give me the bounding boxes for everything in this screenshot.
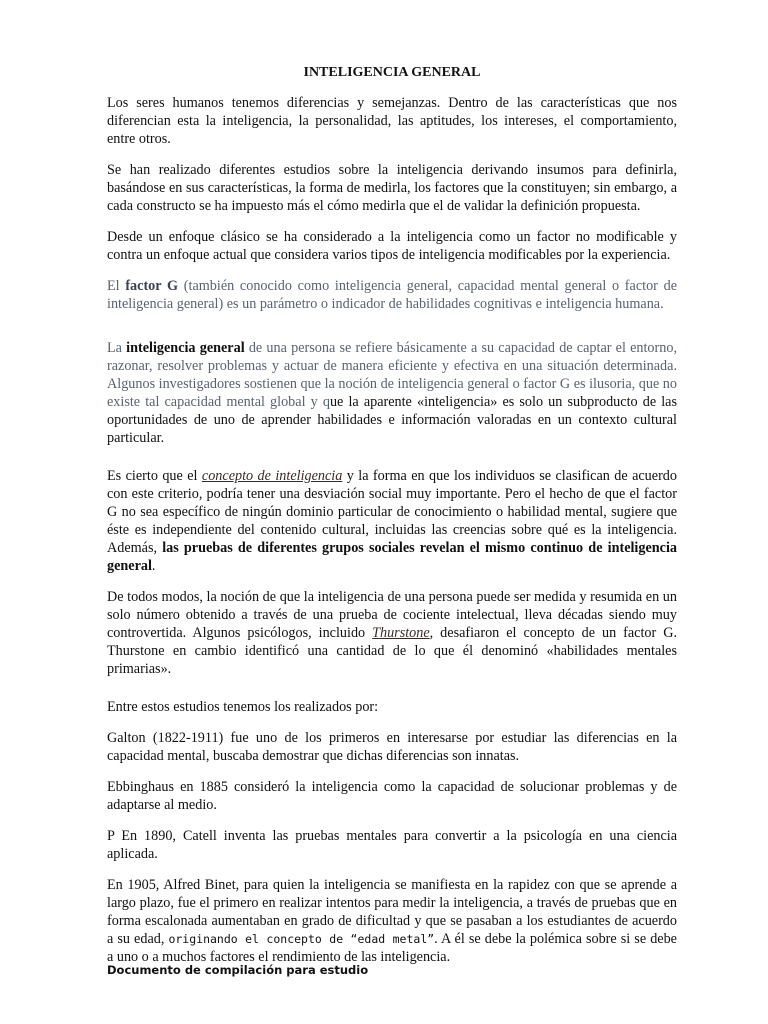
general-intelligence-term: inteligencia general xyxy=(126,340,245,356)
thurstone-pre: De todos modos, la noción de que la inteligencia de una persona puede ser medida y resumida en un solo número obtenido a través de una prueba de cociente intelectual, lleva décadas siendo muy controvertida. Algunos psicólogos, incluido xyxy=(107,589,677,641)
document-title: INTELIGENCIA GENERAL xyxy=(303,65,481,80)
paragraph-ebbinghaus: Ebbinghaus en 1885 consideró la inteligencia como la capacidad de solucionar problemas y de adaptarse al medio. xyxy=(107,779,677,813)
binet-post: . A él se debe la polémica sobre si se debe a uno o a muchos factores el rendimiento de las inteligencia. xyxy=(107,931,677,965)
thurstone-link[interactable]: Thurstone xyxy=(372,625,430,641)
paragraph-classic-approach xyxy=(107,228,677,264)
paragraph-catell: P En 1890, Catell inventa las pruebas mentales para convertir a la psicología en una ciencia aplicada. xyxy=(107,828,677,862)
paragraph-general-intelligence xyxy=(107,339,677,447)
general-intelligence-dark-text: ue la aparente «inteligencia» es solo un subproducto de las oportunidades de uno de aprender habilidades e información valoradas en un contexto cultural particular. xyxy=(107,394,677,446)
concept-pre: Es cierto que el xyxy=(107,468,202,484)
thurstone-post: , desafiaron el concepto de un factor G. Thurstone en cambio identificó una cantidad de lo que él denominó «habilidades mentales primarias». xyxy=(107,625,677,677)
paragraph-thurstone xyxy=(107,588,677,678)
concepto-inteligencia-link[interactable]: concepto de inteligencia xyxy=(201,468,343,484)
factor-g-definition: (también conocido como inteligencia general, capacidad mental general o factor de inteligencia general) es un parámetro o indicador de habilidades cognitivas e inteligencia humana. xyxy=(107,278,677,312)
factor-g-term: factor G xyxy=(125,278,179,294)
general-intelligence-gray-text: de una persona se refiere básicamente a su capacidad de captar el entorno, razonar, resolver problemas y actuar de manera eficiente y efectiva en una situación determinada. Algunos investigadores sostienen que la noción de inteligencia general o factor G es ilusoria, que no existe tal capacidad mental global y q xyxy=(107,340,677,410)
concept-bold: las pruebas de diferentes grupos sociales revelan el mismo continuo de inteligencia general xyxy=(107,540,677,574)
paragraph-concept xyxy=(107,467,677,575)
paragraph-galton: Galton (1822-1911) fue uno de los primeros en interesarse por estudiar las diferencias en la capacidad mental, buscaba demostrar que dichas diferencias son innatas. xyxy=(107,730,677,764)
binet-mono-text: originando el concepto de “edad metal” xyxy=(168,932,435,946)
paragraph-binet xyxy=(107,876,677,966)
binet-pre: En 1905, Alfred Binet, para quien la inteligencia se manifiesta en la rapidez con que se aprende a largo plazo, fue el primero en realizar intentos para medir la inteligencia, a través de pruebas que en forma escalonada aumentaban en grado de dificultad y que se pasaban a los estudiantes de acuerdo a su edad, xyxy=(107,877,677,947)
general-intelligence-pre: La xyxy=(107,340,127,356)
paragraph-studies: Se han realizado diferentes estudios sobre la inteligencia derivando insumos para definirla, basándose en sus características, la forma de medirla, los factores que la constituyen; sin embargo, a cada constructo se ha impuesto más el cómo medirla que el de validar la definición propuesta. xyxy=(107,162,677,214)
concept-post: . xyxy=(151,558,156,574)
factor-g-pre: El xyxy=(107,278,126,294)
paragraph-studies-list-intro: Entre estos estudios tenemos los realizados por: xyxy=(107,699,379,715)
document-footer: Documento de compilación para estudio xyxy=(107,963,369,977)
paragraph-intro: Los seres humanos tenemos diferencias y semejanzas. Dentro de las características que nos diferencian esta la inteligencia, la personalidad, las aptitudes, los intereses, el comportamiento, entre otros. xyxy=(107,95,677,147)
paragraph-factor-g xyxy=(107,277,677,313)
paragraph-classic-approach-text: Desde un enfoque clásico se ha considerado a la inteligencia como un factor no modificable y contra un enfoque actual que considera varios tipos de inteligencia modificables por la experiencia. xyxy=(107,229,677,263)
concept-mid: y la forma en que los individuos se clasifican de acuerdo con este criterio, podría tener una desviación social muy importante. Pero el hecho de que el factor G no sea específico de ningún dominio particular de conocimiento o habilidad mental, sugiere que éste es independiente del contenido cultural, incluidas las creencias sobre qué es la inteligencia. Además, xyxy=(107,468,677,556)
document-body xyxy=(107,64,677,979)
